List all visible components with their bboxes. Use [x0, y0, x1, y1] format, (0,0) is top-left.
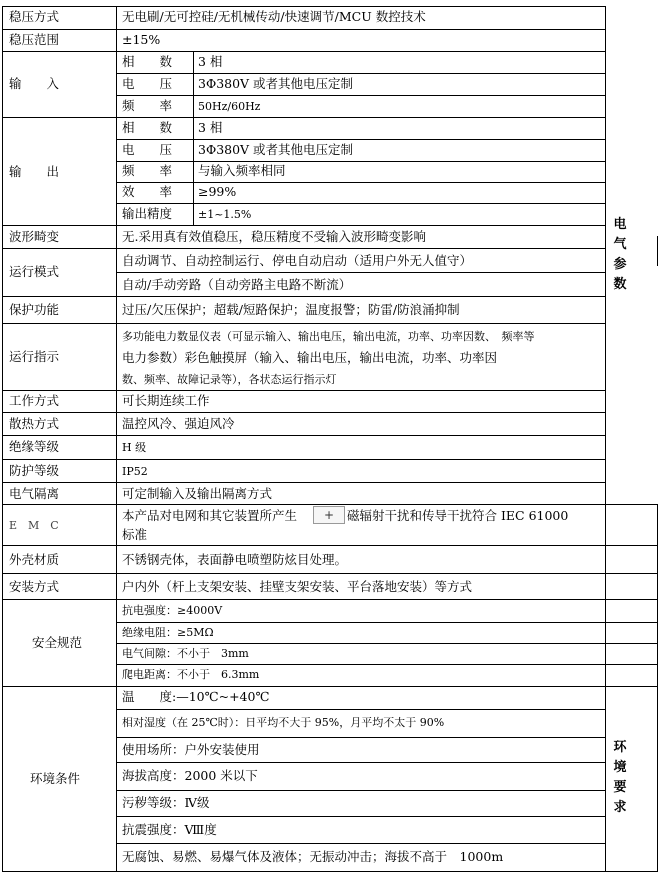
grid-line	[116, 762, 605, 763]
row-label-indicator: 运行指示	[9, 349, 60, 364]
output-key-frequency: 频 率	[122, 163, 173, 178]
env-item: 相对湿度（在 25℃时）：日平均不大于 95%，月平均不太于 90%	[122, 716, 445, 729]
row-value-regulation-range: ±15%	[122, 32, 161, 47]
grid-line	[116, 709, 605, 710]
output-key-accuracy: 输出精度	[122, 206, 173, 221]
row-value-installation: 户内外（杆上支架安装、挂壁支架安装、平台落地安装）等方式	[122, 579, 473, 594]
grid-line	[2, 871, 658, 872]
row-label-protection: 保护功能	[9, 302, 60, 317]
grid-line	[116, 622, 658, 623]
row-value-indicator-1: 多功能电力数显仪表（可显示输入、输出电压，输出电流，功率、功率因数、 频率等	[122, 330, 535, 343]
row-value-protection: 过压/欠压保护；超载/短路保护；温度报警；防雷/防浪涌抑制	[122, 302, 460, 317]
safety-item: 抗电强度：≥4000V	[122, 604, 223, 617]
grid-line	[2, 29, 605, 30]
grid-line	[116, 139, 605, 140]
grid-line	[116, 643, 658, 644]
row-value-isolation: 可定制输入及输出隔离方式	[122, 486, 273, 501]
row-value-emc-c: 标准	[122, 527, 148, 542]
row-label-installation: 安装方式	[9, 579, 60, 594]
grid-line	[2, 117, 605, 118]
group-label-output: 输 出	[9, 164, 60, 179]
row-label-work-mode: 工作方式	[9, 393, 60, 408]
row-label-isolation: 电气隔离	[9, 486, 60, 501]
grid-line	[2, 51, 605, 52]
row-label-run-mode: 运行模式	[9, 264, 60, 279]
grid-line	[116, 73, 605, 74]
grid-line	[116, 182, 605, 183]
grid-line	[657, 236, 658, 266]
row-label-cooling: 散热方式	[9, 416, 60, 431]
row-value-emc-b: 磁辐射干扰和传导干扰符合 IEC 61000	[347, 508, 569, 523]
input-value-voltage: 3Φ380V 或者其他电压定制	[198, 76, 354, 91]
row-value-regulation-method: 无电刷/无可控硅/无机械传动/快速调节/MCU 数控技术	[122, 9, 426, 24]
group-label-safety: 安全规范	[32, 635, 83, 650]
output-value-accuracy: ±1~1.5%	[198, 208, 252, 221]
row-label-waveform: 波形畸变	[9, 229, 60, 244]
row-label-insulation: 绝缘等级	[9, 439, 60, 454]
output-value-phase: 3 相	[198, 120, 223, 135]
row-value-ip-rating: IP52	[122, 465, 148, 478]
row-value-run-mode-2: 自动/手动旁路（自动旁路主电路不断流）	[122, 277, 352, 292]
grid-line	[2, 6, 605, 7]
safety-item: 爬电距离：不小于 6.3mm	[122, 668, 260, 681]
row-value-indicator-2: 电力参数）彩色触摸屏（输入、输出电压，输出电流，功率、功率因	[122, 350, 498, 365]
grid-line	[193, 51, 194, 226]
output-value-voltage: 3Φ380V 或者其他电压定制	[198, 142, 354, 157]
grid-line	[116, 843, 605, 844]
row-label-housing: 外壳材质	[9, 552, 60, 567]
output-key-phase: 相 数	[122, 120, 173, 135]
env-item: 污秽等级：Ⅳ级	[122, 795, 210, 810]
grid-line	[116, 6, 117, 872]
group-label-environment: 环境条件	[30, 771, 81, 786]
row-label-ip-rating: 防护等级	[9, 463, 60, 478]
input-key-frequency: 频 率	[122, 98, 173, 113]
safety-item: 绝缘电阻：≥5MΩ	[122, 626, 214, 639]
env-item: 抗震强度：Ⅷ度	[122, 822, 217, 837]
safety-item: 电气间隙：不小于 3mm	[122, 647, 249, 660]
grid-line	[2, 248, 605, 249]
grid-line	[2, 573, 658, 574]
row-value-indicator-3: 数、频率、故障记录等），各状态运行指示灯	[122, 373, 337, 386]
row-value-insulation: H 级	[122, 441, 147, 454]
grid-line	[2, 323, 605, 324]
grid-line	[2, 482, 605, 483]
input-value-phase: 3 相	[198, 54, 223, 69]
expand-button[interactable]: +	[313, 506, 345, 524]
output-value-efficiency: ≥99%	[198, 184, 237, 199]
grid-line	[2, 599, 658, 600]
grid-line	[116, 816, 605, 817]
grid-line	[2, 459, 605, 460]
env-item: 温 度:—10℃~+40℃	[122, 689, 270, 704]
grid-line	[116, 664, 658, 665]
output-value-frequency: 与输入频率相同	[198, 163, 286, 178]
input-key-voltage: 电 压	[122, 76, 173, 91]
grid-line	[2, 545, 658, 546]
grid-line	[2, 390, 605, 391]
grid-line	[2, 412, 605, 413]
row-value-run-mode-1: 自动调节、自动控制运行、停电自动启动（适用户外无人值守）	[122, 253, 473, 268]
row-value-waveform: 无.采用真有效值稳压，稳压精度不受输入波形畸变影响	[122, 229, 426, 244]
input-key-phase: 相 数	[122, 54, 173, 69]
side-label-electrical: 电气参数	[613, 217, 627, 292]
grid-line	[116, 272, 605, 273]
row-label-regulation-method: 稳压方式	[9, 9, 60, 24]
input-value-frequency: 50Hz/60Hz	[198, 100, 261, 113]
row-value-cooling: 温控风冷、强迫风冷	[122, 416, 235, 431]
grid-line	[605, 6, 606, 872]
row-label-regulation-range: 稳压范围	[9, 32, 60, 47]
grid-line	[2, 435, 605, 436]
output-key-efficiency: 效 率	[122, 184, 173, 199]
group-label-input: 输 入	[9, 76, 60, 91]
grid-line	[116, 161, 605, 162]
row-value-emc-a: 本产品对电网和其它装置所产生	[122, 508, 298, 523]
grid-line	[657, 504, 658, 872]
row-value-work-mode: 可长期连续工作	[122, 393, 210, 408]
row-value-housing: 不锈钢壳体，表面静电喷塑防炫目处理。	[122, 552, 348, 567]
env-item: 无腐蚀、易燃、易爆气体及液体；无振动冲击；海拔不高于 1000m	[122, 849, 504, 864]
grid-line	[116, 790, 605, 791]
env-item: 海拔高度：2000 米以下	[122, 768, 258, 783]
side-label-environment: 环境要求	[613, 740, 627, 815]
grid-line	[2, 296, 605, 297]
grid-line	[2, 504, 658, 505]
grid-line	[116, 737, 605, 738]
grid-line	[116, 95, 605, 96]
row-label-emc: E M C	[9, 519, 59, 532]
grid-line	[2, 225, 605, 226]
output-key-voltage: 电 压	[122, 142, 173, 157]
grid-line	[2, 686, 658, 687]
grid-line	[2, 6, 3, 872]
grid-line	[116, 203, 605, 204]
env-item: 使用场所：户外安装使用	[122, 742, 260, 757]
